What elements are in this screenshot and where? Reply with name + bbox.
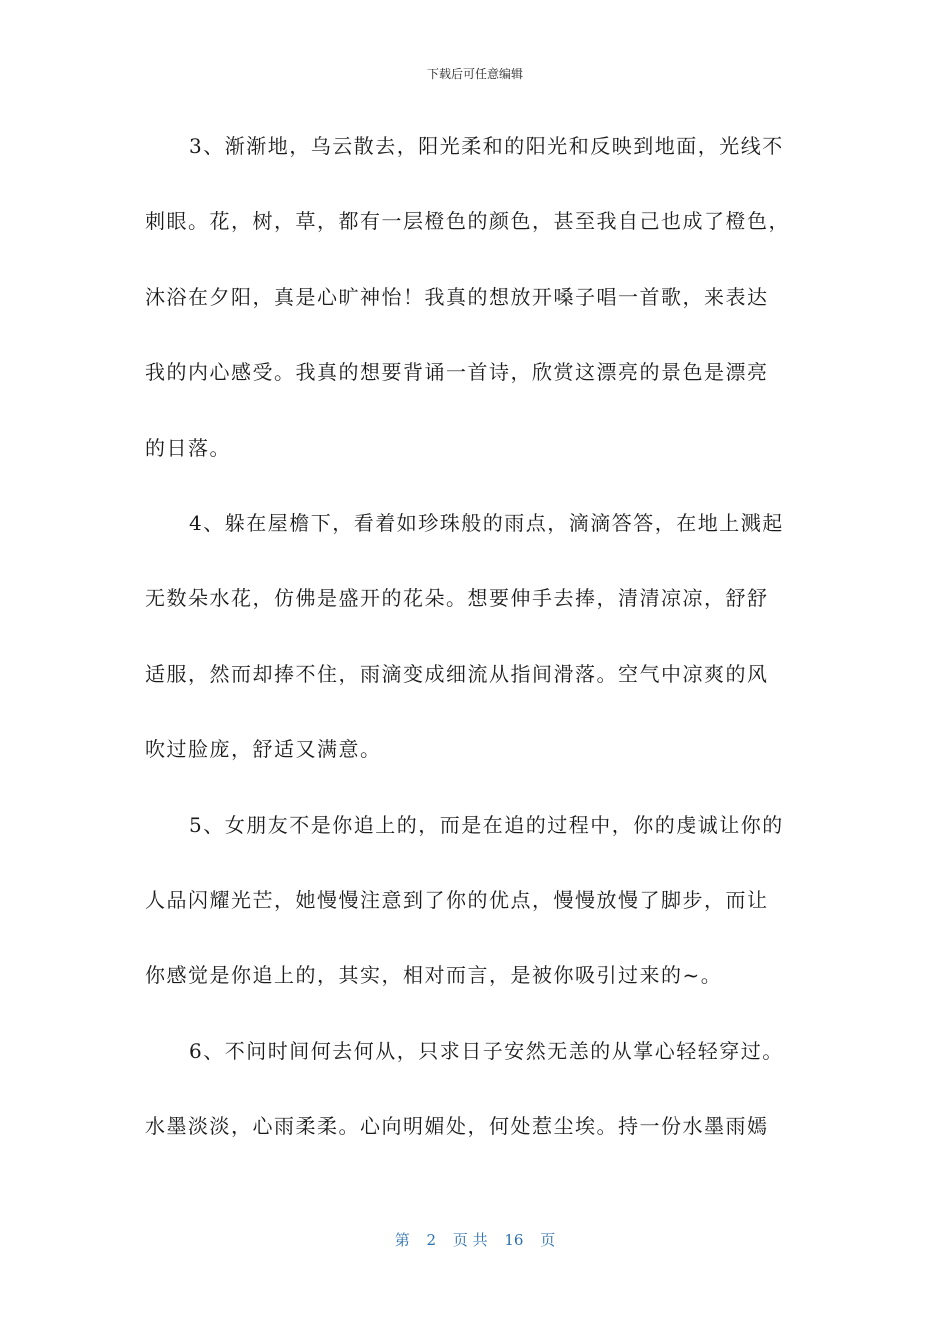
paragraph-3-line-3: 沐浴在夕阳，真是心旷神怡！我真的想放开嗓子唱一首歌，来表达 [145, 284, 769, 309]
paragraph-5-line-2: 人品闪耀光芒，她慢慢注意到了你的优点，慢慢放慢了脚步，而让 [145, 887, 769, 912]
footer-middle: 页 共 [452, 1231, 488, 1249]
paragraph-4-line-3: 适服，然而却捧不住，雨滴变成细流从指间滑落。空气中凉爽的风 [145, 661, 769, 686]
footer-page-number: 2 [426, 1231, 437, 1249]
paragraph-4-line-1: 4、躲在屋檐下，看着如珍珠般的雨点，滴滴答答，在地上溅起 [189, 510, 784, 535]
paragraph-3-line-2: 刺眼。花，树，草，都有一层橙色的颜色，甚至我自己也成了橙色， [145, 209, 790, 234]
page-header: 下载后可任意编辑 [426, 67, 523, 81]
footer-prefix: 第 [394, 1231, 410, 1249]
paragraph-3-line-1: 3、渐渐地，乌云散去，阳光柔和的阳光和反映到地面，光线不 [189, 134, 784, 158]
paragraph-6-line-2: 水墨淡淡，心雨柔柔。心向明媚处，何处惹尘埃。持一份水墨雨嫣 [145, 1114, 769, 1139]
document-body [145, 128, 810, 1183]
paragraph-5-line-3: 你感觉是你追上的，其实，相对而言，是被你吸引过来的~。 [145, 963, 723, 988]
paragraph-6-line-1: 6、不问时间何去何从，只求日子安然无恙的从掌心轻轻穿过。 [189, 1038, 784, 1063]
paragraph-4-line-4: 吹过脸庞，舒适又满意。 [145, 737, 382, 762]
paragraph-3-line-4: 我的内心感受。我真的想要背诵一首诗，欣赏这漂亮的景色是漂亮 [145, 360, 769, 385]
paragraph-4-line-2: 无数朵水花，仿佛是盛开的花朵。想要伸手去捧，清清凉凉，舒舒 [145, 586, 769, 611]
footer-total-pages: 16 [504, 1231, 524, 1249]
paragraph-3-line-5: 的日落。 [145, 435, 231, 460]
paragraph-5-line-1: 5、女朋友不是你追上的，而是在追的过程中，你的虔诚让你的 [189, 812, 784, 837]
page-footer [0, 1230, 950, 1250]
footer-suffix: 页 [540, 1231, 556, 1249]
